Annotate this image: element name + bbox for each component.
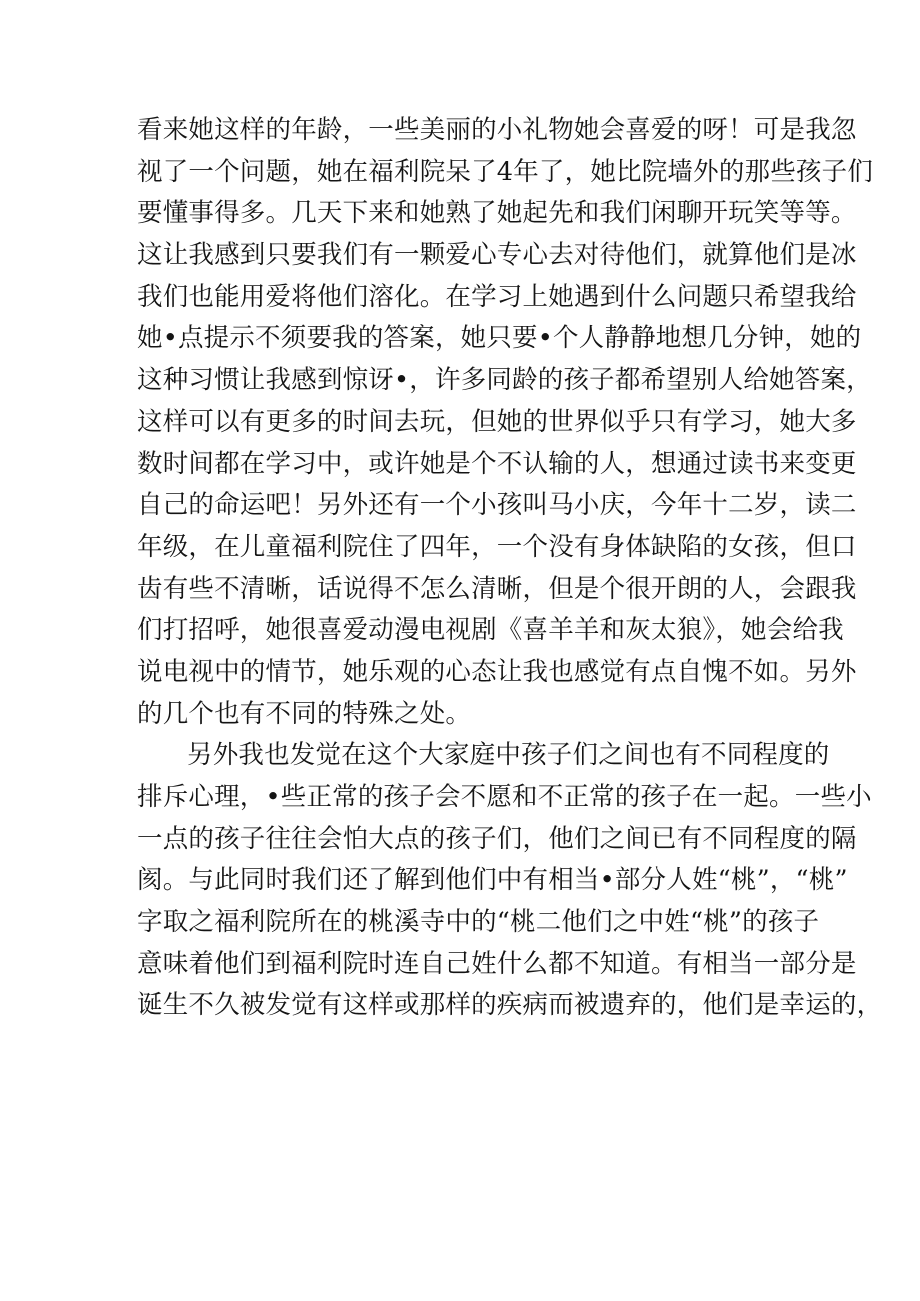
- text-line: 视了一个问题，她在福利院呆了4年了，她比院墙外的那些孩子们: [137, 156, 874, 187]
- text-line: 看来她这样的年龄，一些美丽的小礼物她会喜爱的呀！可是我忽: [137, 115, 857, 145]
- text-line: 我们也能用爱将他们溶化。在学习上她遇到什么问题只希望我给: [137, 281, 857, 312]
- text-line: 说电视中的情节，她乐观的心态让我也感觉有点自愧不如。另外: [137, 656, 857, 687]
- text-line: 一点的孩子往往会怕大点的孩子们，他们之间已有不同程度的隔: [137, 823, 857, 854]
- text-line: 字取之福利院所在的桃溪寺中的“桃二他们之中姓“桃”的孩子: [137, 907, 820, 938]
- text-line: 年级，在儿童福利院住了四年，一个没有身体缺陷的女孩，但口: [137, 531, 857, 562]
- paragraph-first-line: 另外我也发觉在这个大家庭中孩子们之间也有不同程度的: [187, 740, 830, 771]
- text-line: 这种习惯让我感到惊讶•，许多同龄的孩子都希望别人给她答案，: [137, 365, 872, 396]
- text-line: 这让我感到只要我们有一颗爱心专心去对待他们，就算他们是冰: [137, 240, 857, 271]
- text-line: 要懂事得多。几天下来和她熟了她起先和我们闲聊开玩笑等等。: [137, 198, 857, 229]
- text-line: 阂。与此同时我们还了解到他们中有相当•部分人姓“桃”，“桃”: [137, 865, 848, 896]
- text-line: 意味着他们到福利院时连自己姓什么都不知道。有相当一部分是: [137, 948, 857, 979]
- text-line: 自己的命运吧！另外还有一个小孩叫马小庆，今年十二岁，读二: [137, 490, 857, 521]
- text-line: 的几个也有不同的特殊之处。: [137, 698, 472, 729]
- text-line: 数时间都在学习中，或许她是个不认输的人，想通过读书来变更: [137, 448, 857, 479]
- text-line: 排斥心理，•些正常的孩子会不愿和不正常的孩子在一起。一些小: [137, 782, 872, 812]
- text-line: 们打招呼，她很喜爱动漫电视剧《喜羊羊和灰太狼》，她会给我: [137, 615, 844, 646]
- body-text: [137, 110, 883, 1027]
- text-line: 诞生不久被发觉有这样或那样的疾病而被遗弃的，他们是幸运的，: [137, 990, 883, 1021]
- text-line: 这样可以有更多的时间去玩，但她的世界似乎只有学习，她大多: [137, 406, 857, 437]
- text-line: 她•点提示不须要我的答案，她只要•个人静静地想几分钟，她的: [137, 323, 862, 354]
- text-line: 齿有些不清晰，话说得不怎么清晰，但是个很开朗的人，会跟我: [137, 573, 857, 604]
